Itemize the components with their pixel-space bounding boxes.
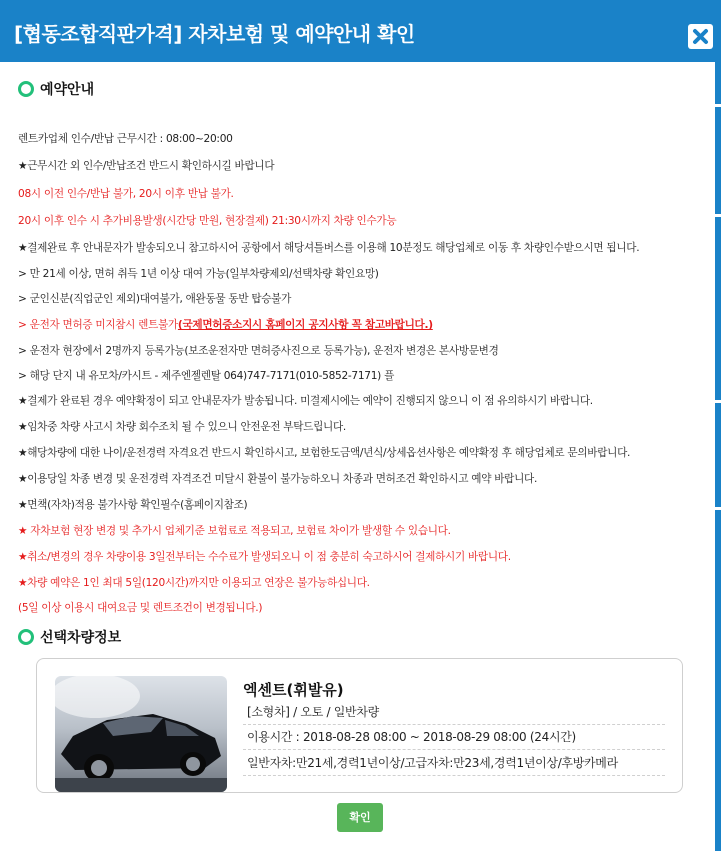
reservation-section-title <box>18 79 94 99</box>
car-silhouette-icon <box>55 676 227 792</box>
close-icon <box>691 27 710 46</box>
bullet-circle-icon <box>18 629 34 645</box>
border-tick <box>715 214 721 217</box>
notice-line: ★결제가 완료된 경우 예약확정이 되고 안내문자가 발송됩니다. 미결제시에는 예약이 진행되지 않으니 이 점 유의하시기 바랍니다. <box>18 395 593 407</box>
modal-header <box>0 0 721 62</box>
confirm-button[interactable]: 확인 <box>337 803 383 832</box>
notice-line: ★면책(자차)적용 불가사항 확인필수(홈페이지참조) <box>18 499 248 511</box>
bullet-circle-icon <box>18 81 34 97</box>
notice-line: ★이용당일 차종 변경 및 운전경력 자격조건 미달시 환불이 불가능하오니 차종과 면허조건 확인하시고 예약 바랍니다. <box>18 473 538 485</box>
notice-line: ★해당차량에 대한 나이/운전경력 자격요건 반드시 확인하시고, 보험한도금액/년식/상세옵션사항은 예약확정 후 해당업체로 문의바랍니다. <box>18 447 631 459</box>
notice-line-warning: 20시 이후 인수 시 추가비용발생(시간당 만원, 현장결제) 21:30시까지 차량 인수가능 <box>18 215 397 227</box>
selected-car-section-label: 선택차량정보 <box>40 630 122 646</box>
selected-car-section-title <box>18 627 121 647</box>
notice-line-warning: (5일 이상 이용시 대여요금 및 렌트조건이 변경됩니다.) <box>18 602 263 614</box>
car-category: [소형차] / 오토 / 일반차량 <box>243 700 665 725</box>
notice-line: 렌트카업체 인수/반납 근무시간 : 08:00~20:00 <box>18 133 233 145</box>
notice-line: ★근무시간 외 인수/반납조건 반드시 확인하시길 바랍니다 <box>18 160 275 172</box>
close-button[interactable] <box>688 24 713 49</box>
car-insurance-conditions: 일반자차:만21세,경력1년이상/고급자차:만23세,경력1년이상/후방카메라 <box>243 751 665 776</box>
notice-line-warning: ★ 자차보험 현장 변경 및 추가시 업체기준 보험료로 적용되고, 보험료 차이가 발생할 수 있습니다. <box>18 525 451 537</box>
notice-line: ★임차중 차량 사고시 차량 회수조치 될 수 있으니 안전운전 부탁드립니다. <box>18 421 346 433</box>
license-warning-text: > 운전자 면허증 미지참시 렌트불가 <box>18 319 178 331</box>
notice-line-license <box>18 317 433 332</box>
notice-line: > 만 21세 이상, 면허 취득 1년 이상 대여 가능(일부차량제외/선택차량 확인요망) <box>18 268 379 280</box>
border-tick <box>715 507 721 510</box>
notice-line: > 운전자 현장에서 2명까지 등록가능(보조운전자만 면허증사진으로 등록가능), 운전자 변경은 본사방문변경 <box>18 345 499 357</box>
car-photo <box>55 676 227 792</box>
notice-line-warning: 08시 이전 인수/반납 불가, 20시 이후 반납 불가. <box>18 188 234 200</box>
reservation-section-label: 예약안내 <box>40 82 95 98</box>
notice-line-warning: ★차량 예약은 1인 최대 5일(120시간)까지만 이용되고 연장은 불가능하십니다. <box>18 577 370 589</box>
selected-car-card <box>36 658 683 793</box>
car-rental-period: 이용시간 : 2018-08-28 08:00 ~ 2018-08-29 08:00 (24시간) <box>243 725 665 750</box>
notice-line: ★결제완료 후 안내문자가 발송되오니 참고하시어 공항에서 해당셔틀버스를 이용해 10분정도 해당업체로 이동 후 차량인수받으시면 됩니다. <box>18 242 640 254</box>
car-name: 엑센트(휘발유) <box>243 681 344 699</box>
border-tick <box>715 104 721 107</box>
modal-title: [협동조합직판가격] 자차보험 및 예약안내 확인 <box>14 22 415 46</box>
international-license-link[interactable]: (국제면허증소지시 홈페이지 공지사항 꼭 참고바랍니다.) <box>177 319 433 331</box>
notice-line: > 군인신분(직업군인 제외)대여불가, 애완동물 동반 탑승불가 <box>18 293 292 305</box>
border-tick <box>715 400 721 403</box>
modal-right-border <box>715 62 721 851</box>
notice-line-warning: ★취소/변경의 경우 차량이용 3일전부터는 수수료가 발생되오니 이 점 충분히 숙고하시어 결제하시기 바랍니다. <box>18 551 511 563</box>
notice-line: > 해당 단지 내 유모차/카시트 - 제주엔젤렌탈 064)747-7171(010-5852-7171) 플 <box>18 370 395 382</box>
